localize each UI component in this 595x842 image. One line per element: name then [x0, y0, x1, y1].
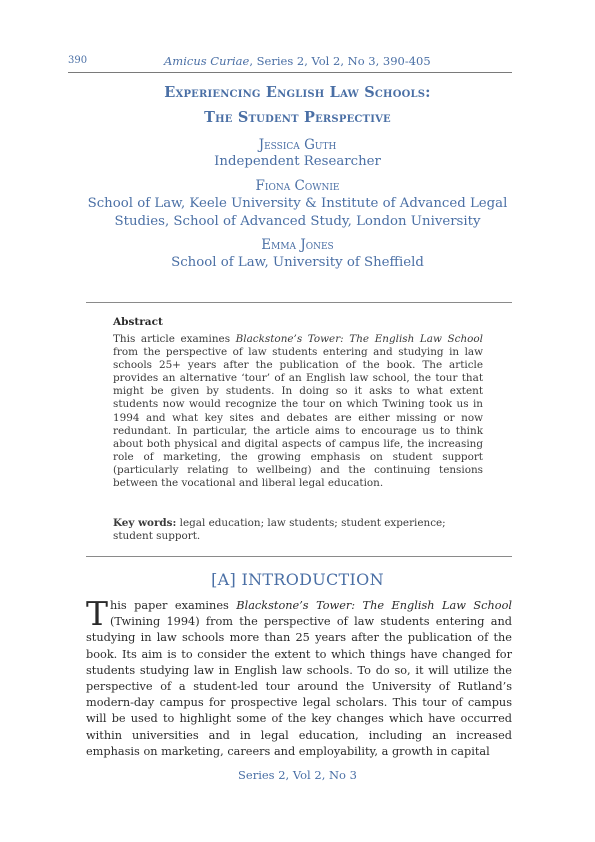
body-paragraph — [86, 594, 512, 760]
abstract-body — [113, 333, 483, 490]
author-name: Jessica Guth — [258, 137, 337, 153]
author-affiliation: School of Law, Keele University & Institute of Advanced Legal — [87, 196, 508, 211]
body-lead: his paper examines — [110, 599, 237, 612]
issue-info: , Series 2, Vol 2, No 3, 390-405 — [249, 54, 431, 68]
body-text: (Twining 1994) from the perspective of law students entering and studying in law schools more than 25 years after the publication of the book. Its aim is to consider the extent to which things have changed for students studying law in English law schools. To do so, it will utilize the perspective of a student-led tour around the University of Rutland’s modern-day campus for prospective legal scholars. This tour of campus will be used to highlight some of the key changes which have occurred within universities and in legal education, including an increased emphasis on marketing, careers and employability, a growth in capital — [86, 615, 512, 758]
author-affiliation: Independent Researcher — [214, 154, 381, 169]
page-footer: Series 2, Vol 2, No 3 — [238, 768, 357, 782]
drop-cap: T — [86, 594, 109, 633]
author-affiliation: Studies, School of Advanced Study, London University — [114, 214, 481, 229]
running-header — [68, 54, 512, 73]
paper-title-line-2: The Student Perspective — [204, 109, 391, 126]
author-name: Fiona Cownie — [255, 178, 340, 194]
keywords — [113, 517, 483, 543]
abstract-book-title: Blackstone’s Tower: The English Law School — [235, 333, 483, 345]
abstract-text: from the perspective of law students entering and studying in law schools 25+ years after the publication of the book. The article provides an alternative ‘tour’ of an English law school, the tour that might be given by students. In doing so it asks to what extent students now would recognize the tour on which Twining took us in 1994 and what key sites and debates are either missing or now redundant. In particular, the article aims to encourage us to think about both physical and digital aspects of campus life, the increasing role of marketing, the growing emphasis on student support (particularly relating to wellbeing) and the continuing tensions between the vocational and liberal legal education. — [113, 346, 483, 490]
body-book-title: Blackstone’s Tower: The English Law School — [236, 599, 512, 612]
journal-name: Amicus Curiae — [164, 54, 250, 68]
keywords-text: legal education; law students; student experience; student support. — [113, 517, 446, 543]
page-number: 390 — [68, 55, 88, 66]
divider — [86, 556, 512, 557]
running-head — [164, 54, 431, 68]
author-name: Emma Jones — [261, 237, 334, 253]
abstract-lead: This article examines — [113, 333, 236, 345]
keywords-label: Key words: — [113, 517, 177, 529]
divider — [86, 302, 512, 303]
abstract-heading: Abstract — [113, 316, 163, 328]
paper-title-line-1: Experiencing English Law Schools: — [164, 84, 431, 101]
author-affiliation: School of Law, University of Sheffield — [171, 255, 424, 270]
section-heading: [A] INTRODUCTION — [211, 570, 384, 589]
